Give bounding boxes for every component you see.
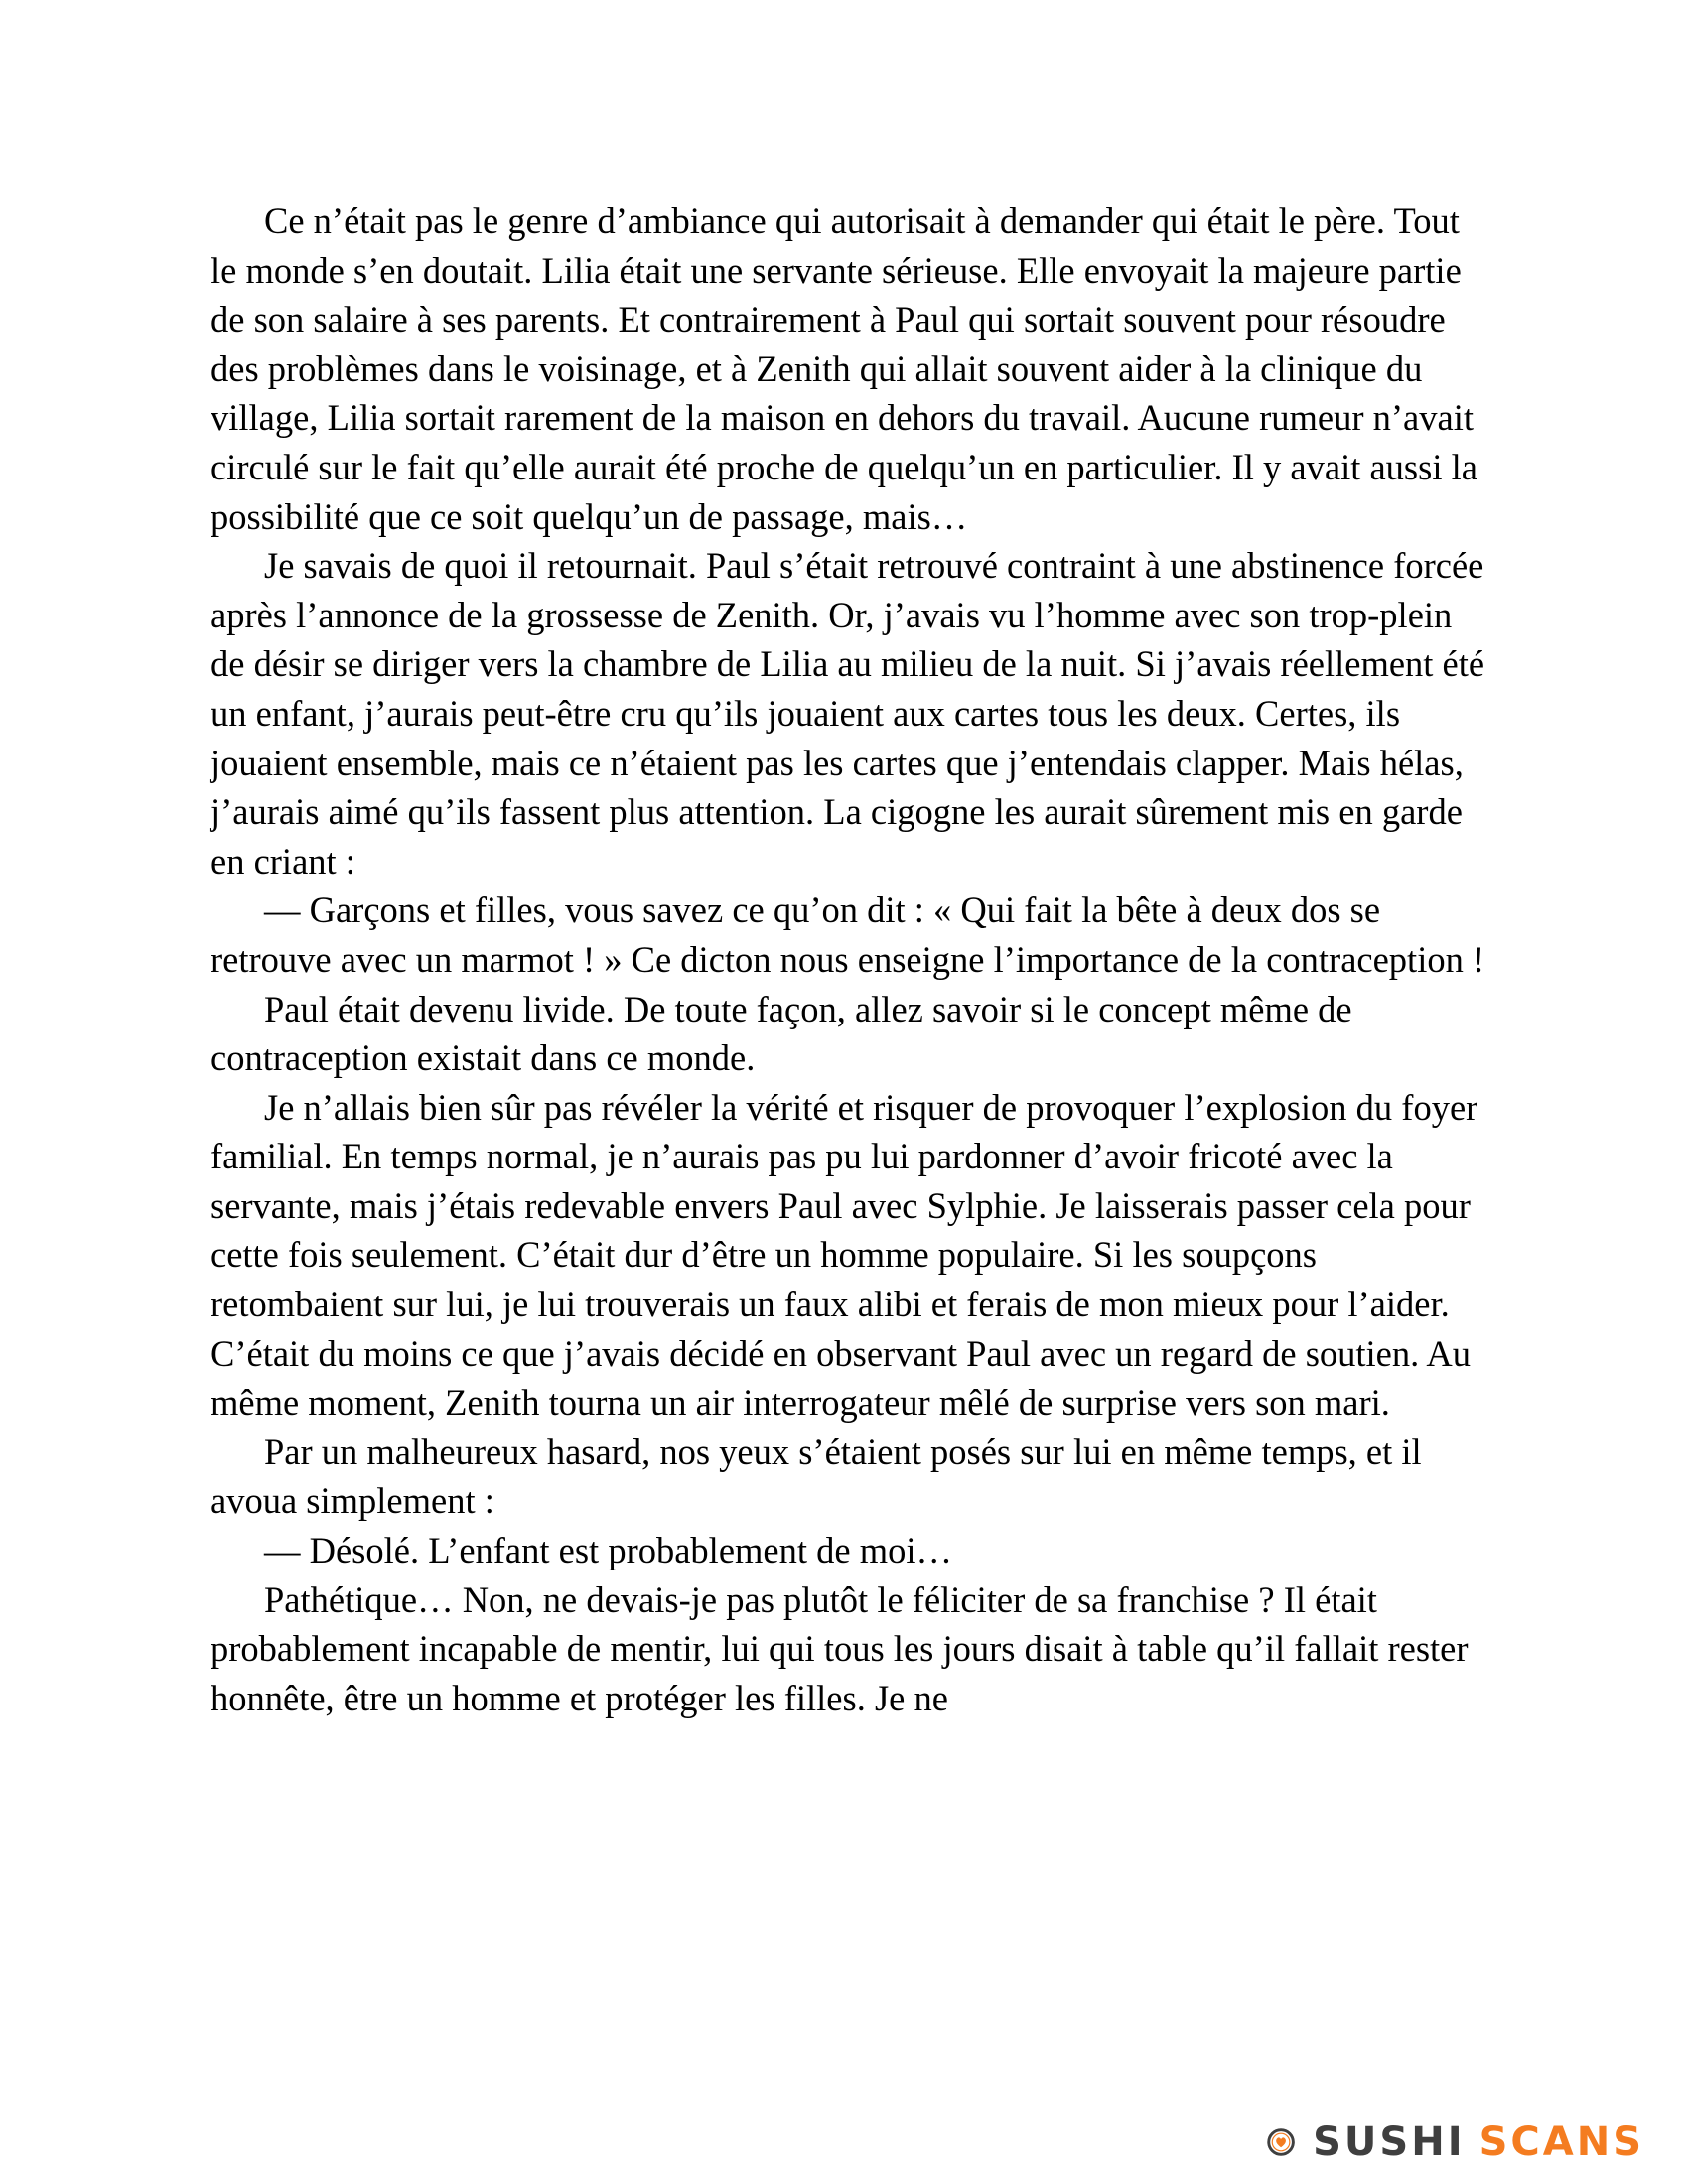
paragraph: — Désolé. L’enfant est probablement de moi… [264,1530,952,1571]
body-text [211,197,1491,1722]
paragraph: Par un malheureux hasard, nos yeux s’étaient posés sur lui en même temps, et il avoua simplement : [211,1431,1422,1522]
watermark-word-scans: SCANS [1478,2119,1644,2165]
sushi-logo-icon [1267,2118,1295,2166]
paragraph: — Garçons et filles, vous savez ce qu’on dit : « Qui fait la bête à deux dos se retrouve avec un marmot ! » Ce dicton nous enseigne l’importance de la contraception ! [211,889,1485,980]
paragraph: Je savais de quoi il retournait. Paul s’était retrouvé contraint à une abstinence forcée après l’annonce de la grossesse de Zenith. Or, j’avais vu l’homme avec son trop-plein de désir se diriger vers la chambre de Lilia au milieu de la nuit. Si j’avais réellement été un enfant, j’aurais peut-être cru qu’ils jouaient aux cartes tous les deux. Certes, ils jouaient ensemble, mais ce n’étaient pas les cartes que j’entendais clapper. Mais hélas, j’aurais aimé qu’ils fassent plus attention. La cigogne les aurait sûrement mis en garde en criant : [211,545,1485,882]
watermark-text [1313,2118,1644,2166]
paragraph: Je n’allais bien sûr pas révéler la vérité et risquer de provoquer l’explosion du foyer familial. En temps normal, je n’aurais pas pu lui pardonner d’avoir fricoté avec la servante, mais j’étais redevable envers Paul avec Sylphie. Je laisserais passer cela pour cette fois seulement. C’était dur d’être un homme populaire. Si les soupçons retombaient sur lui, je lui trouverais un faux alibi et ferais de mon mieux pour l’aider. C’était du moins ce que j’avais décidé en observant Paul avec un regard de soutien. Au même moment, Zenith tourna un air interrogateur mêlé de surprise vers son mari. [211,1086,1478,1424]
paragraph: Ce n’était pas le genre d’ambiance qui autorisait à demander qui était le père. Tout le monde s’en doutait. Lilia était une servante sérieuse. Elle envoyait la majeure partie de son salaire à ses parents. Et contrairement à Paul qui sortait souvent pour résoudre des problèmes dans le voisinage, et à Zenith qui allait souvent aider à la clinique du village, Lilia sortait rarement de la maison en dehors du travail. Aucune rumeur n’avait circulé sur le fait qu’elle aurait été proche de quelqu’un en particulier. Il y avait aussi la possibilité que ce soit quelqu’un de passage, mais… [211,201,1477,537]
watermark-logo [1267,2117,1644,2167]
watermark-word-sushi: SUSHI [1313,2119,1466,2165]
paragraph: Pathétique… Non, ne devais-je pas plutôt le féliciter de sa franchise ? Il était probablement incapable de mentir, lui qui tous les jours disait à table qu’il fallait rester honnête, être un homme et protéger les filles. Je ne [211,1578,1469,1718]
paragraph: Paul était devenu livide. De toute façon, allez savoir si le concept même de contraception existait dans ce monde. [211,988,1352,1079]
